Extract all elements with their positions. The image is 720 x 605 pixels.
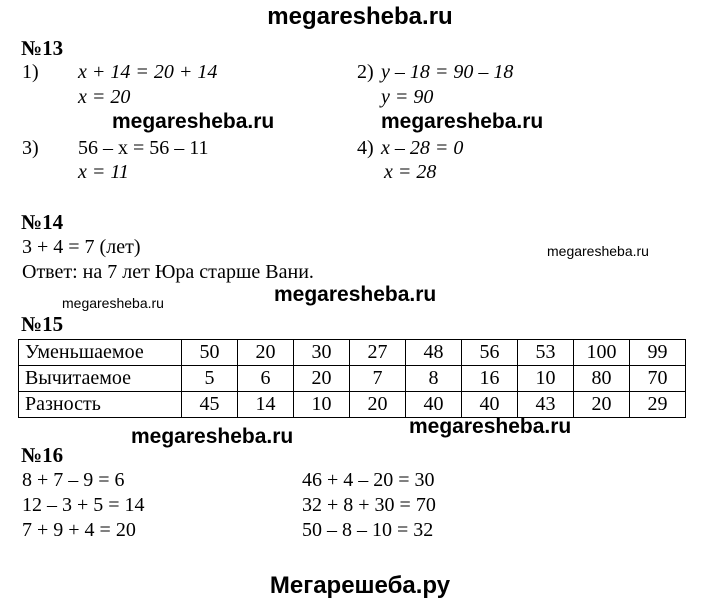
task-16-left-1: 8 + 7 – 9 = 6 xyxy=(22,469,125,491)
watermark-2: megaresheba.ru xyxy=(381,110,544,133)
task-13-heading: №13 xyxy=(21,36,64,60)
table-cell: 10 xyxy=(518,366,574,392)
table-cell: 7 xyxy=(350,366,406,392)
table-cell: 20 xyxy=(294,366,350,392)
task-14-heading: №14 xyxy=(21,210,64,234)
table-row xyxy=(19,366,686,392)
task-13-p3-num: 3) xyxy=(22,137,39,159)
watermark-bottom: Мегарешеба.ру xyxy=(269,572,451,599)
table-cell: 10 xyxy=(294,392,350,418)
watermark-6: megaresheba.ru xyxy=(131,425,294,448)
table-cell: 16 xyxy=(462,366,518,392)
task-13-p2-line1: y – 18 = 90 – 18 xyxy=(381,61,514,83)
task-13-p2-line2: y = 90 xyxy=(381,86,434,108)
table-cell: 50 xyxy=(182,340,238,366)
table-cell: 14 xyxy=(238,392,294,418)
watermark-top: megaresheba.ru xyxy=(267,3,453,30)
task-16-heading: №16 xyxy=(21,443,64,467)
table-row xyxy=(19,392,686,418)
row-label: Вычитаемое xyxy=(19,366,182,392)
task-13-p1-num: 1) xyxy=(22,61,39,83)
task-16-right-1: 46 + 4 – 20 = 30 xyxy=(302,469,435,491)
table-row xyxy=(19,340,686,366)
table-cell: 80 xyxy=(574,366,630,392)
table-cell: 29 xyxy=(630,392,686,418)
table-cell: 40 xyxy=(462,392,518,418)
row-label: Уменьшаемое xyxy=(19,340,182,366)
task-16-left-2: 12 – 3 + 5 = 14 xyxy=(22,494,145,516)
table-cell: 30 xyxy=(294,340,350,366)
task-14-line2: Ответ: на 7 лет Юра старше Вани. xyxy=(22,261,314,283)
table-cell: 20 xyxy=(350,392,406,418)
task-13-p4-line2: x = 28 xyxy=(384,161,437,183)
subtraction-table xyxy=(18,339,686,418)
table-cell: 6 xyxy=(238,366,294,392)
table-cell: 27 xyxy=(350,340,406,366)
table-cell: 20 xyxy=(238,340,294,366)
watermark-7: megaresheba.ru xyxy=(409,415,572,438)
watermark-4: megaresheba.ru xyxy=(62,295,164,311)
table-cell: 5 xyxy=(182,366,238,392)
table-cell: 99 xyxy=(630,340,686,366)
task-13-p3-line1: 56 – x = 56 – 11 xyxy=(78,137,209,159)
task-16-right-3: 50 – 8 – 10 = 32 xyxy=(302,519,434,541)
watermark-5: megaresheba.ru xyxy=(274,283,437,306)
table-cell: 8 xyxy=(406,366,462,392)
watermark-1: megaresheba.ru xyxy=(112,110,275,133)
task-13-p4-line1: x – 28 = 0 xyxy=(381,137,464,159)
table-cell: 40 xyxy=(406,392,462,418)
task-13-p2-num: 2) xyxy=(357,61,374,83)
task-13-p4-num: 4) xyxy=(357,137,374,159)
task-15-heading: №15 xyxy=(21,312,64,336)
table-cell: 53 xyxy=(518,340,574,366)
table-cell: 56 xyxy=(462,340,518,366)
table-cell: 20 xyxy=(574,392,630,418)
table-cell: 100 xyxy=(574,340,630,366)
table-cell: 45 xyxy=(182,392,238,418)
task-13-p1-line2: x = 20 xyxy=(78,86,131,108)
table-cell: 70 xyxy=(630,366,686,392)
task-16-right-2: 32 + 8 + 30 = 70 xyxy=(302,494,436,516)
watermark-3: megaresheba.ru xyxy=(547,243,649,259)
table-cell: 43 xyxy=(518,392,574,418)
task-14-line1: 3 + 4 = 7 (лет) xyxy=(22,236,141,258)
row-label: Разность xyxy=(19,392,182,418)
task-16-left-3: 7 + 9 + 4 = 20 xyxy=(22,519,136,541)
task-13-p1-line1: x + 14 = 20 + 14 xyxy=(78,61,218,83)
task-13-p3-line2: x = 11 xyxy=(78,161,129,183)
table-cell: 48 xyxy=(406,340,462,366)
